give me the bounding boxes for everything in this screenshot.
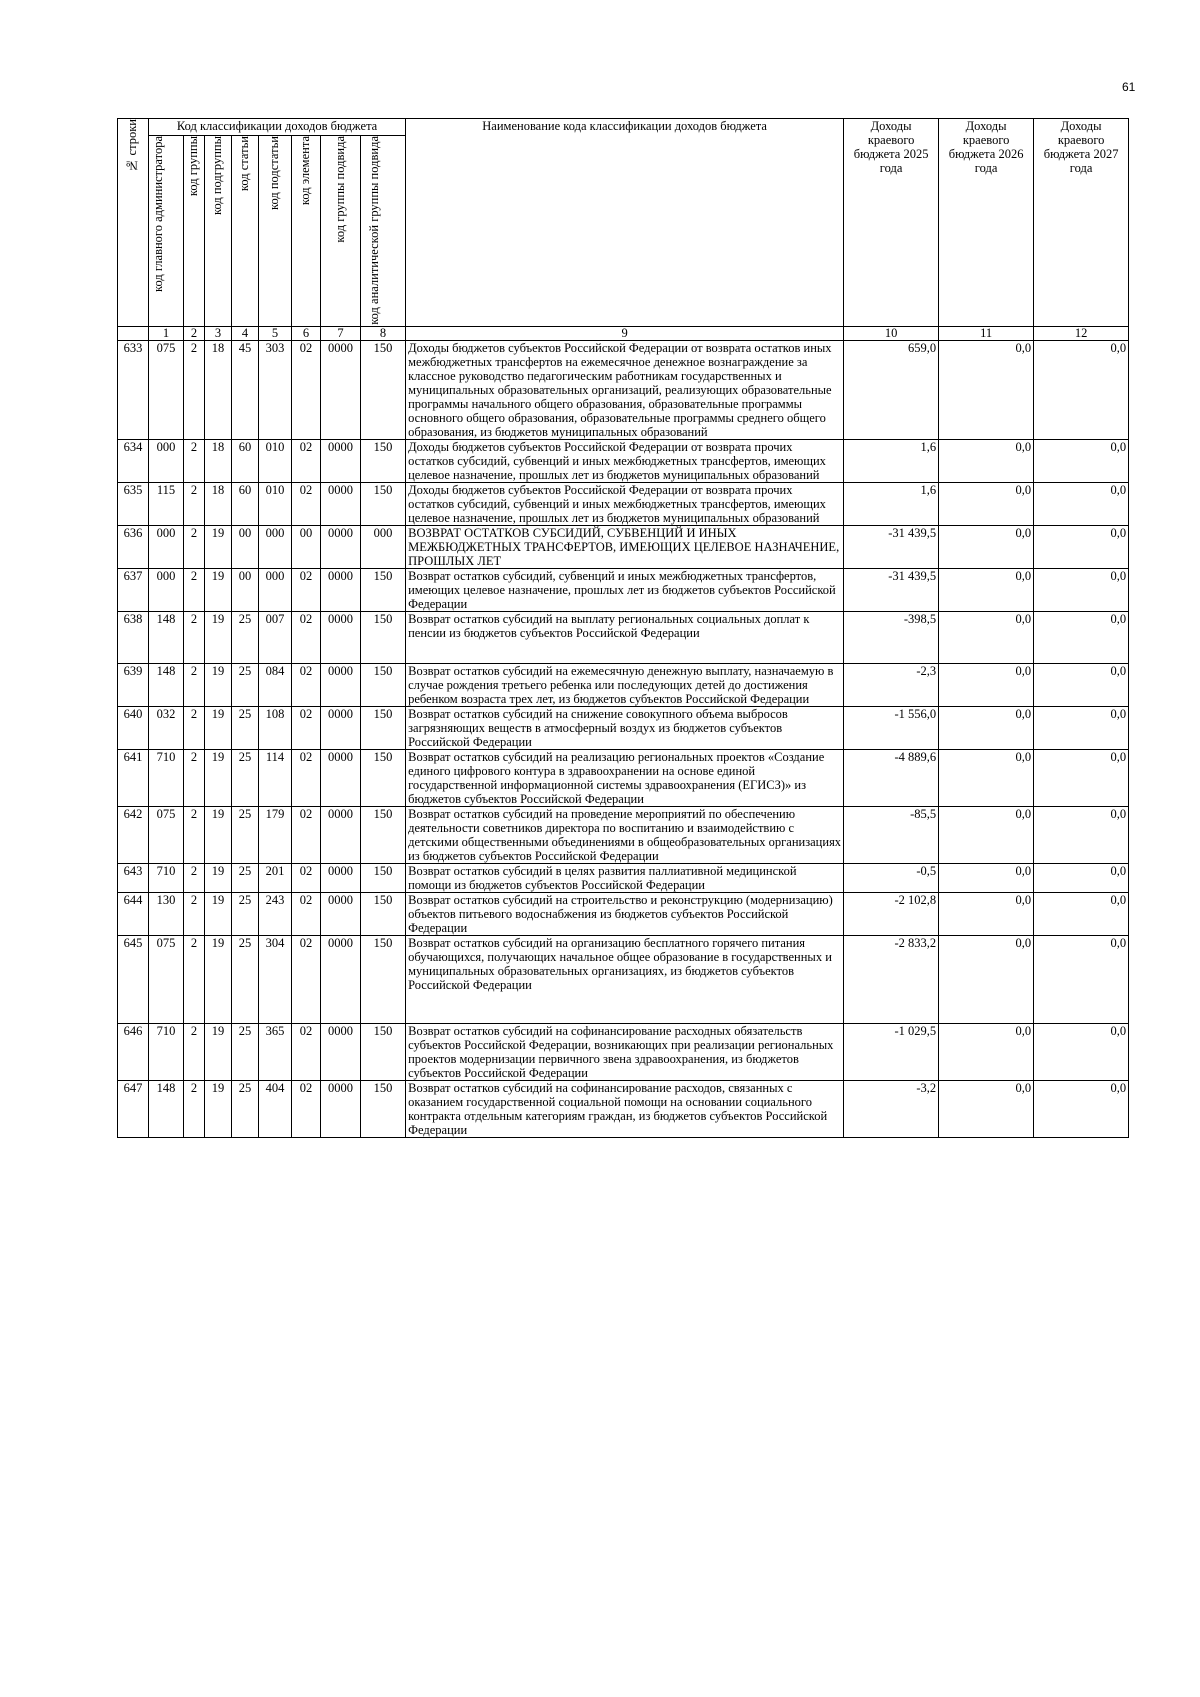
- income-2027-cell: 0,0: [1034, 707, 1129, 750]
- element-code-cell: 02: [292, 440, 321, 483]
- column-number: 4: [232, 327, 259, 341]
- element-code-cell: 02: [292, 864, 321, 893]
- column-number: 11: [939, 327, 1034, 341]
- income-name-cell: Возврат остатков субсидий на снижение совокупного объема выбросов загрязняющих веществ в атмосферный воздух из бюджетов субъектов Российской Федерации: [406, 707, 844, 750]
- subgroup-code-cell: 19: [205, 807, 232, 864]
- column-number: 9: [406, 327, 844, 341]
- income-2027-cell: 0,0: [1034, 612, 1129, 664]
- header-income-2026: Доходы краевого бюджета 2026 года: [939, 119, 1034, 327]
- article-code-cell: 25: [232, 936, 259, 1024]
- table-row: [118, 936, 1129, 1024]
- analytic-group-code-cell: 150: [361, 664, 406, 707]
- column-number: 1: [149, 327, 184, 341]
- income-2027-cell: 0,0: [1034, 864, 1129, 893]
- income-name-cell: Возврат остатков субсидий в целях развития паллиативной медицинской помощи из бюджетов субъектов Российской Федерации: [406, 864, 844, 893]
- income-2027-cell: 0,0: [1034, 893, 1129, 936]
- header-name: Наименование кода классификации доходов бюджета: [406, 119, 844, 327]
- header-group-code: код группы: [184, 136, 205, 327]
- income-name-cell: Возврат остатков субсидий на организацию бесплатного горячего питания обучающихся, получающих начальное общее образование в государственных и муниципальных образовательных организациях, из бюджетов субъектов Российской Федерации: [406, 936, 844, 1024]
- income-name-cell: Возврат остатков субсидий на ежемесячную денежную выплату, назначаемую в случае рождения третьего ребенка или последующих детей до достижения ребенком возраста трех лет, из бюджетов субъектов Российской Федерации: [406, 664, 844, 707]
- subgroup-code-cell: 19: [205, 893, 232, 936]
- subarticle-code-cell: 007: [259, 612, 292, 664]
- article-code-cell: 60: [232, 440, 259, 483]
- income-2025-cell: 659,0: [844, 341, 939, 440]
- subtype-group-code-cell: 0000: [321, 612, 361, 664]
- subarticle-code-cell: 114: [259, 750, 292, 807]
- income-name-cell: Возврат остатков субсидий на строительство и реконструкцию (модернизацию) объектов питьевого водоснабжения из бюджетов субъектов Российской Федерации: [406, 893, 844, 936]
- row-number-cell: 637: [118, 569, 149, 612]
- subgroup-code-cell: 18: [205, 440, 232, 483]
- group-code-cell: 2: [184, 864, 205, 893]
- element-code-cell: 02: [292, 750, 321, 807]
- element-code-cell: 02: [292, 569, 321, 612]
- income-2027-cell: 0,0: [1034, 440, 1129, 483]
- header-article-code: код статьи: [232, 136, 259, 327]
- income-2025-cell: 1,6: [844, 483, 939, 526]
- income-2026-cell: 0,0: [939, 864, 1034, 893]
- admin-code-cell: 148: [149, 1081, 184, 1138]
- admin-code-cell: 710: [149, 864, 184, 893]
- header-income-2027: Доходы краевого бюджета 2027 года: [1034, 119, 1129, 327]
- subarticle-code-cell: 304: [259, 936, 292, 1024]
- group-code-cell: 2: [184, 664, 205, 707]
- analytic-group-code-cell: 150: [361, 936, 406, 1024]
- subarticle-code-cell: 365: [259, 1024, 292, 1081]
- group-code-cell: 2: [184, 936, 205, 1024]
- element-code-cell: 02: [292, 664, 321, 707]
- admin-code-cell: 148: [149, 664, 184, 707]
- subgroup-code-cell: 18: [205, 483, 232, 526]
- income-2027-cell: 0,0: [1034, 1024, 1129, 1081]
- income-2025-cell: -0,5: [844, 864, 939, 893]
- column-number: 8: [361, 327, 406, 341]
- article-code-cell: 25: [232, 750, 259, 807]
- income-2025-cell: -31 439,5: [844, 526, 939, 569]
- column-number: 7: [321, 327, 361, 341]
- article-code-cell: 45: [232, 341, 259, 440]
- group-code-cell: 2: [184, 612, 205, 664]
- subtype-group-code-cell: 0000: [321, 750, 361, 807]
- row-number-cell: 641: [118, 750, 149, 807]
- admin-code-cell: 710: [149, 750, 184, 807]
- analytic-group-code-cell: 150: [361, 1024, 406, 1081]
- budget-revenue-table: [117, 118, 1129, 1138]
- header-subtype-group-code: код группы подвида: [321, 136, 361, 327]
- subgroup-code-cell: 19: [205, 612, 232, 664]
- table-row: [118, 341, 1129, 440]
- table-row: [118, 864, 1129, 893]
- header-income-2025: Доходы краевого бюджета 2025 года: [844, 119, 939, 327]
- income-2026-cell: 0,0: [939, 1024, 1034, 1081]
- group-code-cell: 2: [184, 893, 205, 936]
- group-code-cell: 2: [184, 1081, 205, 1138]
- article-code-cell: 25: [232, 664, 259, 707]
- row-number-cell: 643: [118, 864, 149, 893]
- admin-code-cell: 075: [149, 341, 184, 440]
- income-2025-cell: -85,5: [844, 807, 939, 864]
- subtype-group-code-cell: 0000: [321, 526, 361, 569]
- admin-code-cell: 000: [149, 440, 184, 483]
- income-name-cell: Возврат остатков субсидий на выплату региональных социальных доплат к пенсии из бюджетов субъектов Российской Федерации: [406, 612, 844, 664]
- income-2026-cell: 0,0: [939, 807, 1034, 864]
- subarticle-code-cell: 404: [259, 1081, 292, 1138]
- subarticle-code-cell: 000: [259, 569, 292, 612]
- group-code-cell: 2: [184, 569, 205, 612]
- analytic-group-code-cell: 150: [361, 341, 406, 440]
- income-2025-cell: -1 556,0: [844, 707, 939, 750]
- income-2027-cell: 0,0: [1034, 341, 1129, 440]
- group-code-cell: 2: [184, 483, 205, 526]
- income-2026-cell: 0,0: [939, 936, 1034, 1024]
- subtype-group-code-cell: 0000: [321, 893, 361, 936]
- column-number: 3: [205, 327, 232, 341]
- subtype-group-code-cell: 0000: [321, 707, 361, 750]
- row-number-cell: 642: [118, 807, 149, 864]
- element-code-cell: 02: [292, 1081, 321, 1138]
- row-number-cell: 635: [118, 483, 149, 526]
- admin-code-cell: 115: [149, 483, 184, 526]
- column-number-row: [118, 327, 1129, 341]
- income-2026-cell: 0,0: [939, 440, 1034, 483]
- table-row: [118, 483, 1129, 526]
- column-number: 6: [292, 327, 321, 341]
- page-number: 61: [1122, 80, 1136, 94]
- income-2025-cell: -2 102,8: [844, 893, 939, 936]
- table-row: [118, 1081, 1129, 1138]
- column-number: 10: [844, 327, 939, 341]
- income-2025-cell: -398,5: [844, 612, 939, 664]
- income-name-cell: Доходы бюджетов субъектов Российской Федерации от возврата остатков иных межбюджетных трансфертов на ежемесячное денежное вознаграждение за классное руководство педагогическим работникам государственных и муниципальных образовательных организаций, реализующих образовательные программы начального общего образования, образовательные программы основного общего образования, образовательные программы среднего общего образования, из бюджетов муниципальных образований: [406, 341, 844, 440]
- table-row: [118, 526, 1129, 569]
- element-code-cell: 02: [292, 483, 321, 526]
- subarticle-code-cell: 010: [259, 440, 292, 483]
- column-number: 2: [184, 327, 205, 341]
- subtype-group-code-cell: 0000: [321, 483, 361, 526]
- subgroup-code-cell: 19: [205, 750, 232, 807]
- subarticle-code-cell: 084: [259, 664, 292, 707]
- article-code-cell: 00: [232, 526, 259, 569]
- analytic-group-code-cell: 150: [361, 864, 406, 893]
- admin-code-cell: 130: [149, 893, 184, 936]
- column-number-blank: [118, 327, 149, 341]
- subgroup-code-cell: 19: [205, 1024, 232, 1081]
- income-name-cell: Возврат остатков субсидий, субвенций и иных межбюджетных трансфертов, имеющих целевое назначение, прошлых лет из бюджетов субъектов Российской Федерации: [406, 569, 844, 612]
- income-2026-cell: 0,0: [939, 483, 1034, 526]
- header-element-code: код элемента: [292, 136, 321, 327]
- header-classification-group: Код классификации доходов бюджета: [149, 119, 406, 136]
- admin-code-cell: 000: [149, 526, 184, 569]
- income-2027-cell: 0,0: [1034, 526, 1129, 569]
- subarticle-code-cell: 303: [259, 341, 292, 440]
- row-number-cell: 638: [118, 612, 149, 664]
- group-code-cell: 2: [184, 440, 205, 483]
- article-code-cell: 25: [232, 1081, 259, 1138]
- table-row: [118, 893, 1129, 936]
- subgroup-code-cell: 19: [205, 569, 232, 612]
- group-code-cell: 2: [184, 341, 205, 440]
- income-2026-cell: 0,0: [939, 664, 1034, 707]
- income-2026-cell: 0,0: [939, 1081, 1034, 1138]
- row-number-cell: 634: [118, 440, 149, 483]
- article-code-cell: 25: [232, 707, 259, 750]
- row-number-cell: 639: [118, 664, 149, 707]
- income-2027-cell: 0,0: [1034, 750, 1129, 807]
- subtype-group-code-cell: 0000: [321, 341, 361, 440]
- income-2025-cell: -31 439,5: [844, 569, 939, 612]
- income-2025-cell: -3,2: [844, 1081, 939, 1138]
- analytic-group-code-cell: 000: [361, 526, 406, 569]
- income-2027-cell: 0,0: [1034, 483, 1129, 526]
- income-2027-cell: 0,0: [1034, 1081, 1129, 1138]
- analytic-group-code-cell: 150: [361, 707, 406, 750]
- subarticle-code-cell: 000: [259, 526, 292, 569]
- income-name-cell: Доходы бюджетов субъектов Российской Федерации от возврата прочих остатков субсидий, субвенций и иных межбюджетных трансфертов, имеющих целевое назначение, прошлых лет из бюджетов муниципальных образований: [406, 440, 844, 483]
- table-row: [118, 440, 1129, 483]
- income-2026-cell: 0,0: [939, 750, 1034, 807]
- group-code-cell: 2: [184, 526, 205, 569]
- element-code-cell: 02: [292, 807, 321, 864]
- analytic-group-code-cell: 150: [361, 440, 406, 483]
- table-row: [118, 569, 1129, 612]
- row-number-cell: 645: [118, 936, 149, 1024]
- article-code-cell: 25: [232, 864, 259, 893]
- income-2025-cell: -2,3: [844, 664, 939, 707]
- group-code-cell: 2: [184, 807, 205, 864]
- article-code-cell: 25: [232, 893, 259, 936]
- element-code-cell: 02: [292, 612, 321, 664]
- group-code-cell: 2: [184, 750, 205, 807]
- analytic-group-code-cell: 150: [361, 1081, 406, 1138]
- income-name-cell: Возврат остатков субсидий на софинансирование расходов, связанных с оказанием государственной социальной помощи на основании социального контракта отдельным категориям граждан, из бюджетов субъектов Российской Федерации: [406, 1081, 844, 1138]
- income-2026-cell: 0,0: [939, 707, 1034, 750]
- income-name-cell: ВОЗВРАТ ОСТАТКОВ СУБСИДИЙ, СУБВЕНЦИЙ И ИНЫХ МЕЖБЮДЖЕТНЫХ ТРАНСФЕРТОВ, ИМЕЮЩИХ ЦЕЛЕВОЕ НАЗНАЧЕНИЕ, ПРОШЛЫХ ЛЕТ: [406, 526, 844, 569]
- header-admin-code: код главного администратора: [149, 136, 184, 327]
- element-code-cell: 02: [292, 936, 321, 1024]
- admin-code-cell: 032: [149, 707, 184, 750]
- subgroup-code-cell: 19: [205, 664, 232, 707]
- article-code-cell: 60: [232, 483, 259, 526]
- subgroup-code-cell: 19: [205, 526, 232, 569]
- income-2026-cell: 0,0: [939, 341, 1034, 440]
- subgroup-code-cell: 19: [205, 936, 232, 1024]
- row-number-cell: 633: [118, 341, 149, 440]
- admin-code-cell: 075: [149, 936, 184, 1024]
- income-2025-cell: -2 833,2: [844, 936, 939, 1024]
- income-2025-cell: -4 889,6: [844, 750, 939, 807]
- header-analytic-group-code: код аналитической группы подвида: [361, 136, 406, 327]
- header-subgroup-code: код подгруппы: [205, 136, 232, 327]
- income-2027-cell: 0,0: [1034, 569, 1129, 612]
- analytic-group-code-cell: 150: [361, 483, 406, 526]
- income-2026-cell: 0,0: [939, 893, 1034, 936]
- admin-code-cell: 000: [149, 569, 184, 612]
- subtype-group-code-cell: 0000: [321, 936, 361, 1024]
- income-2026-cell: 0,0: [939, 612, 1034, 664]
- subtype-group-code-cell: 0000: [321, 1024, 361, 1081]
- analytic-group-code-cell: 150: [361, 569, 406, 612]
- header-subarticle-code: код подстатьи: [259, 136, 292, 327]
- table-row: [118, 664, 1129, 707]
- element-code-cell: 00: [292, 526, 321, 569]
- subtype-group-code-cell: 0000: [321, 807, 361, 864]
- admin-code-cell: 075: [149, 807, 184, 864]
- subtype-group-code-cell: 0000: [321, 440, 361, 483]
- header-row-number: № строки: [118, 119, 149, 327]
- article-code-cell: 25: [232, 612, 259, 664]
- subarticle-code-cell: 010: [259, 483, 292, 526]
- subtype-group-code-cell: 0000: [321, 664, 361, 707]
- article-code-cell: 25: [232, 807, 259, 864]
- table-row: [118, 1024, 1129, 1081]
- income-2026-cell: 0,0: [939, 526, 1034, 569]
- income-name-cell: Возврат остатков субсидий на софинансирование расходных обязательств субъектов Российской Федерации, возникающих при реализации региональных проектов модернизации первичного звена здравоохранения, из бюджетов субъектов Российской Федерации: [406, 1024, 844, 1081]
- element-code-cell: 02: [292, 1024, 321, 1081]
- subtype-group-code-cell: 0000: [321, 864, 361, 893]
- subtype-group-code-cell: 0000: [321, 569, 361, 612]
- subarticle-code-cell: 243: [259, 893, 292, 936]
- table-row: [118, 750, 1129, 807]
- article-code-cell: 25: [232, 1024, 259, 1081]
- income-2027-cell: 0,0: [1034, 664, 1129, 707]
- column-number: 5: [259, 327, 292, 341]
- table-row: [118, 807, 1129, 864]
- subgroup-code-cell: 19: [205, 864, 232, 893]
- admin-code-cell: 148: [149, 612, 184, 664]
- group-code-cell: 2: [184, 1024, 205, 1081]
- table-row: [118, 707, 1129, 750]
- row-number-cell: 646: [118, 1024, 149, 1081]
- subarticle-code-cell: 179: [259, 807, 292, 864]
- element-code-cell: 02: [292, 893, 321, 936]
- row-number-cell: 644: [118, 893, 149, 936]
- income-2027-cell: 0,0: [1034, 807, 1129, 864]
- analytic-group-code-cell: 150: [361, 893, 406, 936]
- analytic-group-code-cell: 150: [361, 750, 406, 807]
- subgroup-code-cell: 18: [205, 341, 232, 440]
- income-2027-cell: 0,0: [1034, 936, 1129, 1024]
- subtype-group-code-cell: 0000: [321, 1081, 361, 1138]
- admin-code-cell: 710: [149, 1024, 184, 1081]
- subgroup-code-cell: 19: [205, 707, 232, 750]
- subgroup-code-cell: 19: [205, 1081, 232, 1138]
- income-2026-cell: 0,0: [939, 569, 1034, 612]
- income-name-cell: Доходы бюджетов субъектов Российской Федерации от возврата прочих остатков субсидий, субвенций и иных межбюджетных трансфертов, имеющих целевое назначение, прошлых лет из бюджетов муниципальных образований: [406, 483, 844, 526]
- analytic-group-code-cell: 150: [361, 612, 406, 664]
- row-number-cell: 640: [118, 707, 149, 750]
- income-2025-cell: 1,6: [844, 440, 939, 483]
- income-name-cell: Возврат остатков субсидий на реализацию региональных проектов «Создание единого цифрового контура в здравоохранении на основе единой государственной информационной системы здравоохранения (ЕГИСЗ)» из бюджетов субъектов Российской Федерации: [406, 750, 844, 807]
- column-number: 12: [1034, 327, 1129, 341]
- element-code-cell: 02: [292, 707, 321, 750]
- income-2025-cell: -1 029,5: [844, 1024, 939, 1081]
- row-number-cell: 636: [118, 526, 149, 569]
- group-code-cell: 2: [184, 707, 205, 750]
- article-code-cell: 00: [232, 569, 259, 612]
- subarticle-code-cell: 108: [259, 707, 292, 750]
- element-code-cell: 02: [292, 341, 321, 440]
- subarticle-code-cell: 201: [259, 864, 292, 893]
- analytic-group-code-cell: 150: [361, 807, 406, 864]
- table-row: [118, 612, 1129, 664]
- income-name-cell: Возврат остатков субсидий на проведение мероприятий по обеспечению деятельности советников директора по воспитанию и взаимодействию с детскими общественными объединениями в общеобразовательных организациях из бюджетов субъектов Российской Федерации: [406, 807, 844, 864]
- row-number-cell: 647: [118, 1081, 149, 1138]
